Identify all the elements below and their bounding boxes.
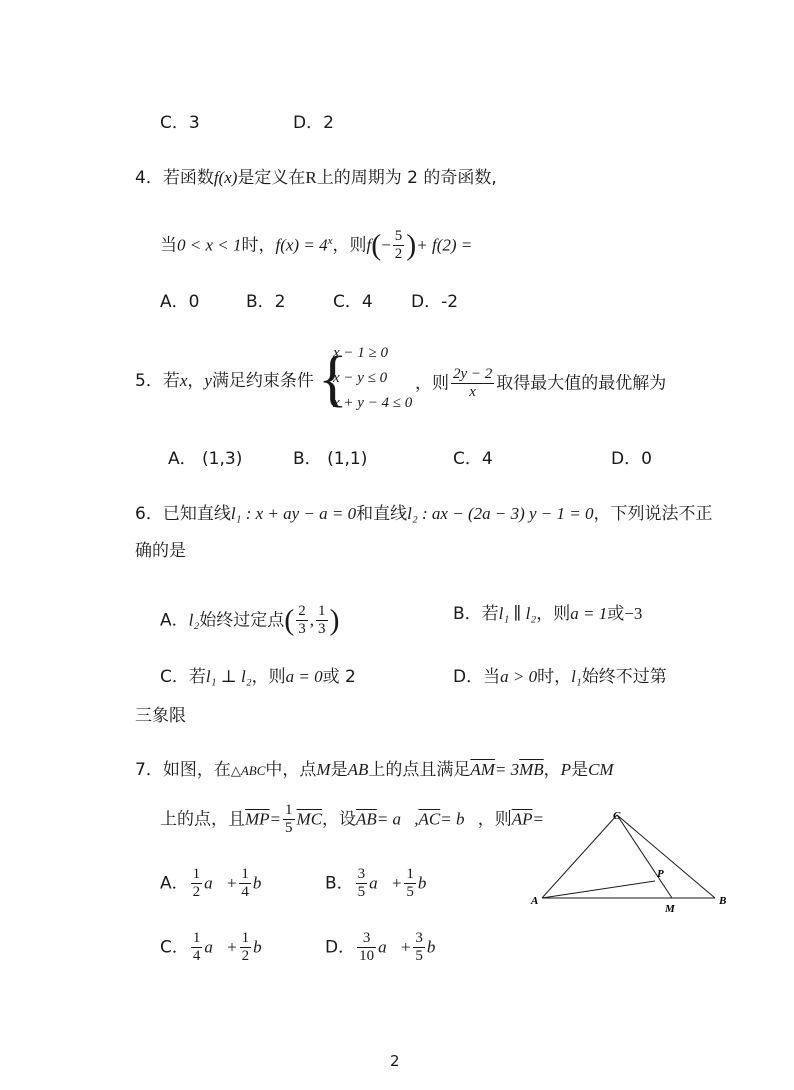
side-cb bbox=[617, 815, 715, 898]
q3-option-d: D．2 bbox=[293, 113, 334, 133]
q4-stem-line2: 当0 < x < 1时，$f(x) = 4^x$，则f(− $\frac{5}{2}$ )+ f(2) = bbox=[160, 228, 473, 262]
q4-fraction: $\frac{5}{2}$ bbox=[394, 228, 403, 262]
label-a: A bbox=[531, 895, 539, 907]
q6-stem-line2: 确的是 bbox=[135, 541, 186, 561]
q7-option-b: B． $\frac{3}{5}$ a⃗+ $\frac{1}{5}$ b⃗ bbox=[325, 866, 440, 900]
q5-constraint-2: x − y ≤ 0 bbox=[333, 370, 388, 386]
q7-option-c: C． $\frac{1}{4}$ a⃗+ $\frac{1}{2}$ b⃗ bbox=[160, 930, 275, 964]
q5-stem-post: ，则 $\frac{2y - 2}{x}$ 取得最大值的最优解为 bbox=[415, 366, 667, 400]
segment-ap bbox=[542, 881, 655, 898]
q7-triangle-figure bbox=[525, 805, 740, 920]
q7-option-d: D． $\frac{3}{10}$ a⃗+ $\frac{3}{5}$ b⃗ bbox=[325, 930, 449, 964]
q3-option-c: C．3 bbox=[160, 113, 200, 133]
q5-fraction: $\frac{2y - 2}{x}$ bbox=[453, 366, 493, 400]
q5-constraint-1: x − 1 ≥ 0 bbox=[333, 345, 389, 361]
q6-option-d: D．当a > 0时，l₁始终不过第 bbox=[453, 667, 667, 687]
q4-option-d: D．-2 bbox=[411, 292, 459, 312]
label-b: B bbox=[719, 895, 727, 907]
q6-option-d-continued: 三象限 bbox=[135, 706, 186, 726]
label-p: P bbox=[657, 868, 664, 880]
q5-option-a: A． (1,3) bbox=[168, 449, 243, 469]
label-c: C bbox=[613, 810, 621, 822]
q6-stem-line1: 6．已知直线l₁ : x + ay − a = 0和直线l₂ : ax − (2a − 3) y − 1 = 0，下列说法不正 bbox=[135, 504, 713, 524]
q6-option-a: A．l₂始终过定点( $\frac{2}{3}$ , $\frac{1}{3}$ ) bbox=[160, 603, 340, 637]
label-m: M bbox=[665, 903, 675, 915]
page-number: 2 bbox=[390, 1052, 400, 1070]
q7-option-a: A． $\frac{1}{2}$ a⃗+ $\frac{1}{4}$ b⃗ bbox=[160, 866, 275, 900]
q4-stem-line1: 4．若函数f(x)是定义在R上的周期为 2 的奇函数, bbox=[135, 168, 497, 188]
q5-stem-pre: 5．若x，y满足约束条件 bbox=[135, 371, 314, 391]
q6-option-b: B．若l₁ ∥ l₂，则a = 1或−3 bbox=[453, 604, 643, 624]
q7-stem-line1: 7．如图，在△ABC中，点M是AB上的点且满足$\overline{AM}= 3\overline{MB}$，P是CM bbox=[135, 760, 614, 780]
q5-option-b: B． (1,1) bbox=[293, 449, 368, 469]
side-ca bbox=[542, 815, 617, 898]
q4-option-b: B．2 bbox=[246, 292, 286, 312]
q4-option-a: A．0 bbox=[160, 292, 200, 312]
q6-option-c: C．若l₁ ⊥ l₂，则a = 0或 2 bbox=[160, 667, 356, 687]
q5-option-d: D．0 bbox=[611, 449, 652, 469]
q5-system-brace: { bbox=[318, 345, 348, 413]
q4-option-c: C．4 bbox=[333, 292, 373, 312]
q7-stem-line2: 上的点，且$\overline{MP}=$ $\frac{1}{5}$ $\overline{MC}$，设$\overline{AB}=$ $a⃗,\overline{AC}=$ b⃗，则$\overline{AP}=$ bbox=[160, 802, 544, 836]
q5-option-c: C．4 bbox=[453, 449, 493, 469]
q5-constraint-3: x + y − 4 ≤ 0 bbox=[333, 395, 413, 411]
